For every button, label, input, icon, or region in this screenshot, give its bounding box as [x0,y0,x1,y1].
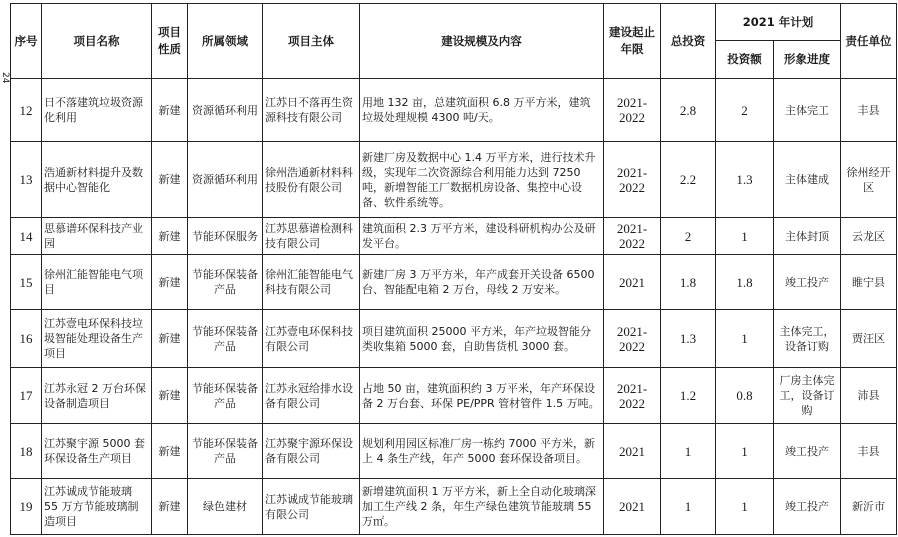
row-owner: 江苏思慕谱检测科技有限公司 [263,218,360,255]
header-unit: 责任单位 [841,4,897,79]
row-plan-progress: 竣工投产 [774,255,841,310]
table-row [11,310,897,368]
row-total-investment: 1.2 [661,368,716,424]
row-owner: 徐州浩通新材料科技股份有限公司 [263,142,360,218]
row-field: 节能环保装备产品 [188,255,263,310]
row-field: 资源循环利用 [188,79,263,142]
header-owner: 项目主体 [263,4,360,79]
row-project-name: 江苏诚成节能玻璃 55 万方节能玻璃制造项目 [42,479,152,535]
row-responsible-unit: 睢宁县 [841,255,897,310]
header-name: 项目名称 [42,4,152,79]
row-responsible-unit: 丰县 [841,79,897,142]
page-margin-mark: 24 [0,72,10,84]
header-plan-2021: 2021 年计划 [716,4,841,41]
row-nature: 新建 [152,255,188,310]
header-plan-progress: 形象进度 [774,41,841,79]
row-total-investment: 2.8 [661,79,716,142]
row-period: 2021-2022 [604,79,661,142]
row-total-investment: 1.3 [661,310,716,368]
row-scale: 项目建筑面积 25000 平方米，年产垃圾智能分类收集箱 5000 套，自助售货机 3000 套。 [360,310,604,368]
row-owner: 江苏聚宇源环保设备有限公司 [263,424,360,479]
table-row [11,142,897,218]
row-plan-investment: 2 [716,79,774,142]
row-period: 2021-2022 [604,142,661,218]
table-row [11,255,897,310]
row-nature: 新建 [152,368,188,424]
row-owner: 江苏日不落再生资源科技有限公司 [263,79,360,142]
row-total-investment: 1.8 [661,255,716,310]
row-project-name: 江苏壹电环保科技垃圾智能处理设备生产项目 [42,310,152,368]
row-field: 节能环保装备产品 [188,424,263,479]
row-nature: 新建 [152,424,188,479]
row-project-name: 江苏聚宇源 5000 套环保设备生产项目 [42,424,152,479]
row-plan-progress: 主体完工 [774,79,841,142]
row-plan-progress: 竣工投产 [774,424,841,479]
row-plan-progress: 主体建成 [774,142,841,218]
row-period: 2021-2022 [604,368,661,424]
row-plan-investment: 1 [716,310,774,368]
row-owner: 江苏永冠给排水设备有限公司 [263,368,360,424]
row-seq: 13 [11,142,42,218]
table-row [11,479,897,535]
row-plan-progress: 厂房主体完工，设备订购 [774,368,841,424]
row-field: 节能环保装备产品 [188,368,263,424]
row-project-name: 徐州汇能智能电气项目 [42,255,152,310]
header-nature: 项目性质 [152,4,188,79]
table-header [11,4,897,79]
row-owner: 徐州汇能智能电气科技有限公司 [263,255,360,310]
table-row [11,79,897,142]
row-plan-investment: 1 [716,424,774,479]
row-period: 2021 [604,255,661,310]
header-period: 建设起止年限 [604,4,661,79]
table-row [11,218,897,255]
row-period: 2021-2022 [604,218,661,255]
row-responsible-unit: 新沂市 [841,479,897,535]
row-field: 绿色建材 [188,479,263,535]
project-table [10,3,897,535]
row-total-investment: 1 [661,424,716,479]
row-nature: 新建 [152,310,188,368]
row-period: 2021 [604,424,661,479]
row-responsible-unit: 云龙区 [841,218,897,255]
row-field: 节能环保装备产品 [188,310,263,368]
row-scale: 规划利用园区标准厂房一栋约 7000 平方米，新上 4 条生产线，年产 5000 套环保设备项目。 [360,424,604,479]
row-total-investment: 1 [661,479,716,535]
row-plan-investment: 0.8 [716,368,774,424]
row-period: 2021-2022 [604,310,661,368]
row-field: 资源循环利用 [188,142,263,218]
row-total-investment: 2 [661,218,716,255]
row-responsible-unit: 贾汪区 [841,310,897,368]
row-nature: 新建 [152,218,188,255]
row-period: 2021 [604,479,661,535]
row-plan-investment: 1 [716,218,774,255]
row-responsible-unit: 丰县 [841,424,897,479]
row-plan-investment: 1.3 [716,142,774,218]
row-scale: 建筑面积 2.3 万平方米，建设科研机构办公及研发平台。 [360,218,604,255]
row-nature: 新建 [152,142,188,218]
row-project-name: 思慕谱环保科技产业园 [42,218,152,255]
row-responsible-unit: 沛县 [841,368,897,424]
row-seq: 19 [11,479,42,535]
row-plan-progress: 主体封顶 [774,218,841,255]
row-plan-investment: 1 [716,479,774,535]
row-project-name: 日不落建筑垃圾资源化利用 [42,79,152,142]
row-scale: 新建厂房 3 万平方米，年产成套开关设备 6500 台、智能配电箱 2 万台，母线 2 万安米。 [360,255,604,310]
row-scale: 新建厂房及数据中心 1.4 万平方米，进行技术升级，实现年二次资源综合利用能力达到 7250 吨，新增智能工厂数据机房设备、集控中心设备、软件系统等。 [360,142,604,218]
header-total: 总投资 [661,4,716,79]
header-seq: 序号 [11,4,42,79]
table-body [11,79,897,535]
row-seq: 18 [11,424,42,479]
row-seq: 17 [11,368,42,424]
row-plan-progress: 竣工投产 [774,479,841,535]
row-scale: 占地 50 亩，建筑面积约 3 万平米，年产环保设备 2 万台套、环保 PE/PPR 管材管件 1.5 万吨。 [360,368,604,424]
row-seq: 12 [11,79,42,142]
header-scale: 建设规模及内容 [360,4,604,79]
row-project-name: 江苏永冠 2 万台环保设备制造项目 [42,368,152,424]
row-scale: 用地 132 亩，总建筑面积 6.8 万平方米，建筑垃圾处理规模 4300 吨/天。 [360,79,604,142]
table-row [11,424,897,479]
row-nature: 新建 [152,479,188,535]
row-plan-progress: 主体完工，设备订购 [774,310,841,368]
row-owner: 江苏壹电环保科技有限公司 [263,310,360,368]
row-responsible-unit: 徐州经开区 [841,142,897,218]
row-project-name: 浩通新材料提升及数据中心智能化 [42,142,152,218]
row-seq: 15 [11,255,42,310]
row-nature: 新建 [152,79,188,142]
row-seq: 14 [11,218,42,255]
row-scale: 新增建筑面积 1 万平方米，新上全自动化玻璃深加工生产线 2 条，年生产绿色建筑节能玻璃 55 万㎡。 [360,479,604,535]
row-field: 节能环保服务 [188,218,263,255]
header-plan-invest: 投资额 [716,41,774,79]
table-row [11,368,897,424]
row-seq: 16 [11,310,42,368]
row-total-investment: 2.2 [661,142,716,218]
row-owner: 江苏诚成节能玻璃有限公司 [263,479,360,535]
header-field: 所属领域 [188,4,263,79]
row-plan-investment: 1.8 [716,255,774,310]
